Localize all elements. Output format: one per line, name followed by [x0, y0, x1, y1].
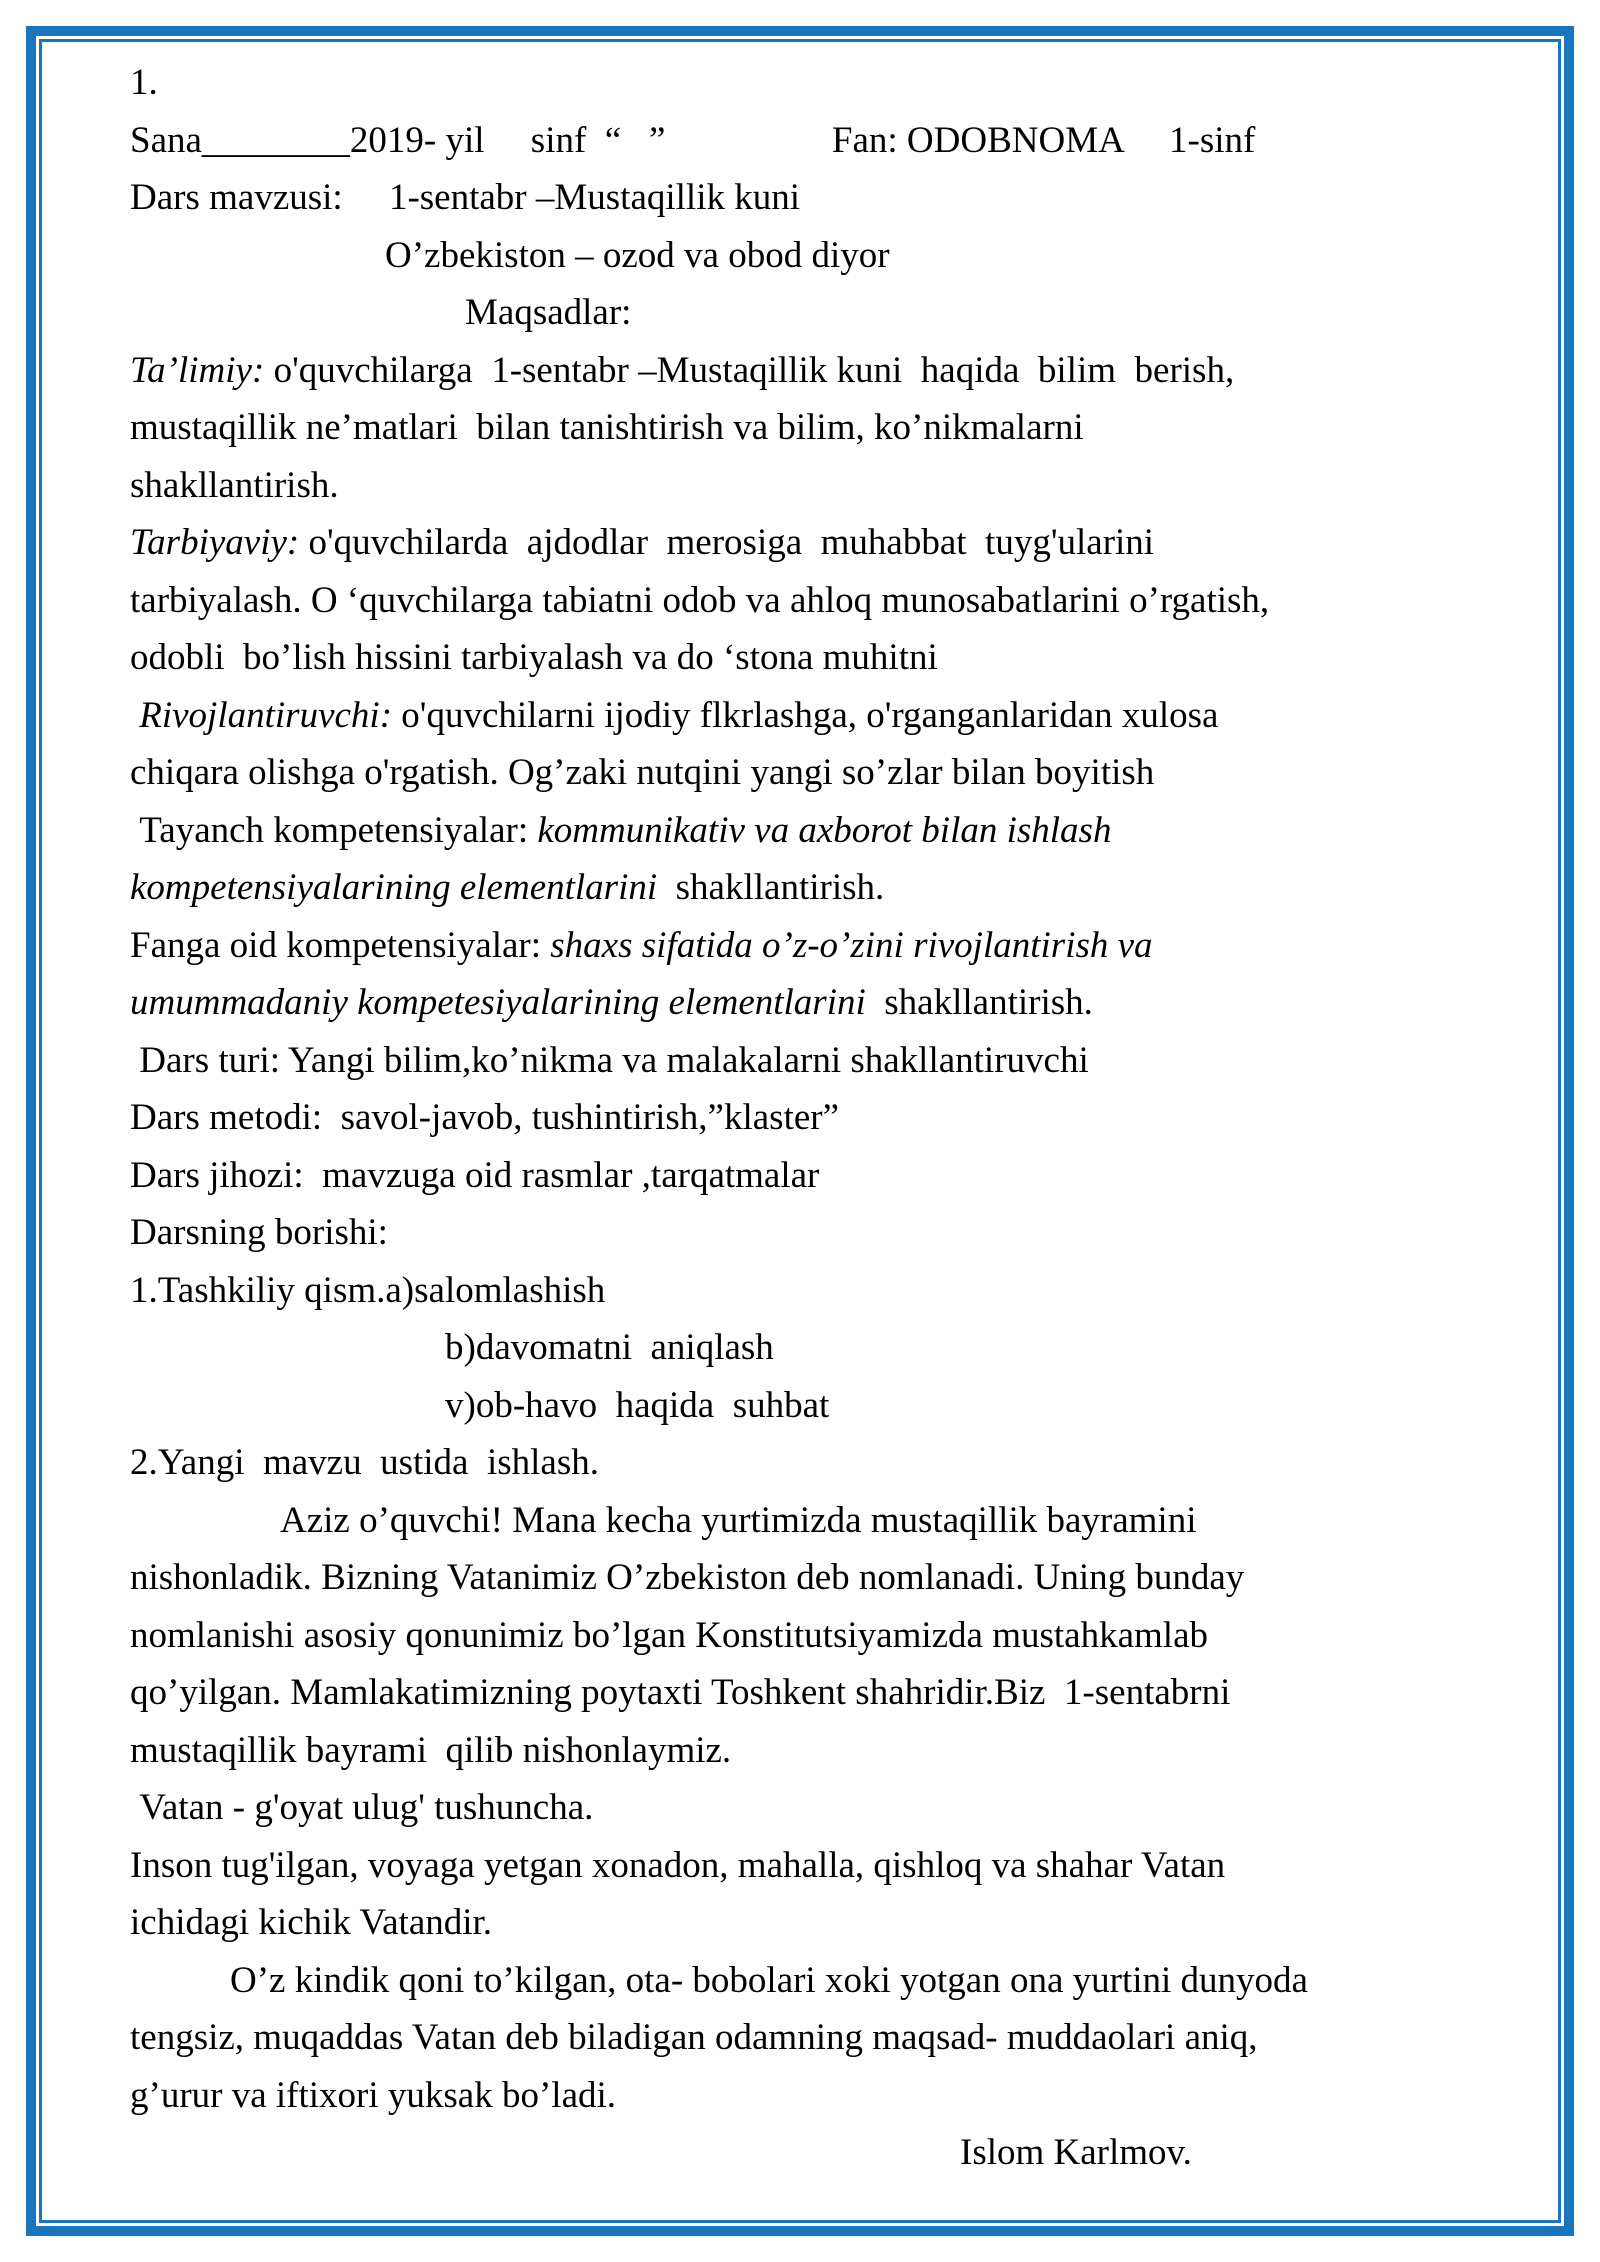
page-border-frame: [26, 26, 1574, 2236]
text-line: [130, 859, 1534, 917]
text-segment: shakllantirish.: [657, 867, 885, 908]
lesson-number-line: 1.: [130, 62, 158, 103]
author-line: Islom Karlmov.: [960, 2132, 1192, 2173]
document-content: [42, 42, 1558, 2182]
text-line: [130, 917, 1534, 975]
lesson-type-line: Dars turi: Yangi bilim,ko’nikma va malakalarni shakllantiruvchi: [130, 1039, 1089, 1081]
text-line: g’urur va iftixori yuksak bo’ladi.: [130, 2074, 617, 2116]
text-segment: o'quvchilarni ijodiy flkrlashga, o'rganganlaridan xulosa: [392, 694, 1219, 736]
text-line: O’z kindik qoni to’kilgan, ota- bobolari xoki yotgan ona yurtini dunyoda: [230, 1959, 1308, 2001]
goals-heading-line: Maqsadlar:: [465, 292, 632, 333]
page-inner-frame: [39, 39, 1561, 2223]
text-line: tarbiyalash. O ‘quvchilarga tabiatni odob va ahloq munosabatlarini o’rgatish,: [130, 579, 1270, 621]
text-line: v)ob-havo haqida suhbat: [445, 1384, 830, 1426]
rivojlantiruvchi-label: Rivojlantiruvchi:: [130, 694, 393, 736]
text-line: [130, 802, 1534, 860]
text-line: b)davomatni aniqlash: [445, 1327, 774, 1368]
text-segment: o'quvchilarga 1-sentabr –Mustaqillik kuni haqida bilim berish,: [264, 349, 1235, 391]
text-line: 2.Yangi mavzu ustida ishlash.: [130, 1442, 600, 1483]
text-line: [130, 514, 1534, 572]
text-line: chiqara olishga o'rgatish. Og’zaki nutqini yangi so’zlar bilan boyitish: [130, 752, 1155, 793]
text-line: [130, 687, 1534, 745]
text-line: Vatan - g'oyat ulug' tushuncha.: [130, 1787, 594, 1828]
text-line: 1.Tashkiliy qism.a)salomlashish: [130, 1269, 606, 1311]
tarbiyaviy-label: Tarbiyaviy:: [130, 522, 300, 563]
talimiy-label: Ta’limiy:: [130, 349, 265, 391]
topic-subtitle-line: O’zbekiston – ozod va obod diyor: [385, 234, 890, 276]
text-line: Aziz o’quvchi! Mana kecha yurtimizda mustaqillik bayramini: [280, 1499, 1197, 1541]
text-segment: Fanga oid kompetensiyalar:: [130, 924, 551, 966]
text-line: tengsiz, muqaddas Vatan deb biladigan odamning maqsad- muddaolari aniq,: [130, 2017, 1258, 2058]
italic-segment: umummadaniy kompetesiyalarining elementlarini: [130, 982, 866, 1023]
text-segment: o'quvchilarda ajdodlar merosiga muhabbat tuyg'ularini: [299, 522, 1155, 563]
italic-segment: kommunikativ va axborot bilan ishlash: [537, 809, 1112, 851]
text-line: qo’yilgan. Mamlakatimizning poytaxti Toshkent shahridir.Biz 1-sentabrni: [130, 1672, 1231, 1713]
text-line: Inson tug'ilgan, voyaga yetgan xonadon, mahalla, qishloq va shahar Vatan: [130, 1844, 1226, 1886]
text-line: [130, 974, 1534, 1032]
topic-line: Dars mavzusi: 1-sentabr –Mustaqillik kuni: [130, 177, 801, 218]
italic-segment: kompetensiyalarining elementlarini: [130, 867, 658, 908]
lesson-equipment-line: Dars jihozi: mavzuga oid rasmlar ,tarqatmalar: [130, 1154, 820, 1196]
header-line: Sana________2019- yil sinf “ ” Fan: ODOBNOMA 1-sinf: [130, 119, 1256, 161]
text-line: mustaqillik ne’matlari bilan tanishtirish va bilim, ko’nikmalarni: [130, 407, 1084, 448]
text-line: nomlanishi asosiy qonunimiz bo’lgan Konstitutsiyamizda mustahkamlab: [130, 1614, 1209, 1656]
text-line: odobli bo’lish hissini tarbiyalash va do ‘stona muhitni: [130, 637, 938, 678]
text-segment: shakllantirish.: [865, 982, 1093, 1023]
text-segment: Tayanch kompetensiyalar:: [130, 809, 538, 851]
lesson-flow-heading-line: Darsning borishi:: [130, 1212, 388, 1253]
text-line: mustaqillik bayrami qilib nishonlaymiz.: [130, 1729, 732, 1771]
text-line: shakllantirish.: [130, 464, 339, 506]
lesson-method-line: Dars metodi: savol-javob, tushintirish,”klaster”: [130, 1097, 840, 1138]
text-line: nishonladik. Bizning Vatanimiz O’zbekiston deb nomlanadi. Uning bunday: [130, 1557, 1245, 1598]
text-line: [130, 342, 1534, 400]
text-line: ichidagi kichik Vatandir.: [130, 1902, 493, 1943]
italic-segment: shaxs sifatida o’z-o’zini rivojlantirish va: [550, 924, 1153, 966]
